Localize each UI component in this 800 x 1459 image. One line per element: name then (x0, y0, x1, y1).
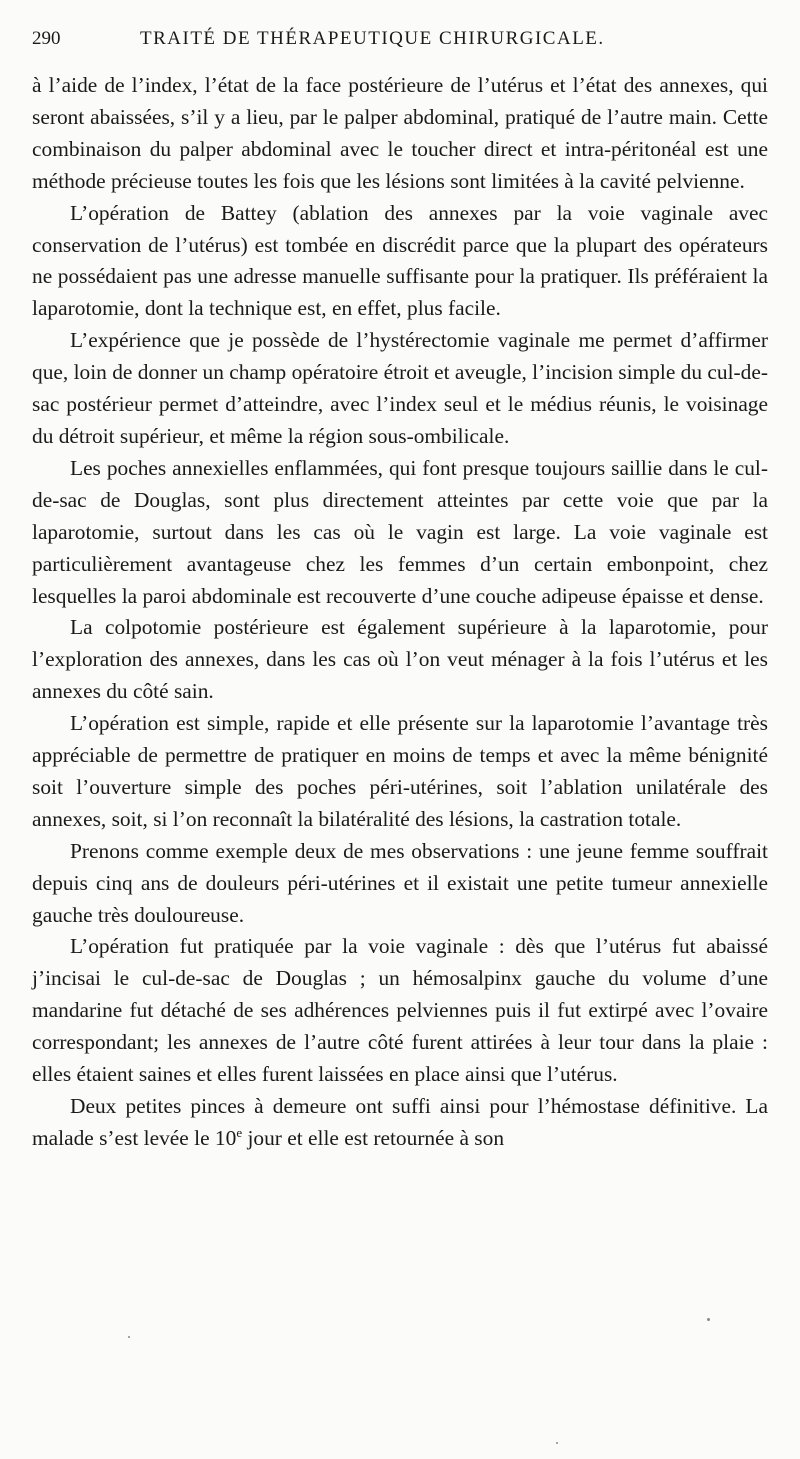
paragraph-7: Prenons comme exemple deux de mes observations : une jeune femme souffrait depuis cinq ans de douleurs péri-utérines et il existait une petite tumeur annexielle gauche très douloureuse. (32, 838, 768, 927)
body-text (32, 70, 768, 1155)
ordinal-superscript: e (236, 1124, 243, 1140)
print-speck (556, 1442, 558, 1444)
paragraph-9-text-before: Deux petites pinces à demeure ont suffi ainsi pour l’hémostase définitive. La malade s’est levée le 10 (32, 1094, 768, 1150)
running-head (32, 24, 756, 54)
print-speck (128, 1336, 130, 1338)
paragraph-8: L’opération fut pratiquée par la voie vaginale : dès que l’utérus fut abaissé j’incisai le cul-de-sac de Douglas ; un hémosalpinx gauche du volume d’une mandarine fut détaché de ses adhérences pelviennes puis il fut extirpé avec l’ovaire correspondant; les annexes de l’autre côté furent attirées à leur tour dans la plaie : elles étaient saines et elles furent laissées en place ainsi que l’utérus. (32, 934, 768, 1087)
paragraph-2: L’opération de Battey (ablation des annexes par la voie vaginale avec conservation de l’utérus) est tombée en discrédit parce que la plupart des opérateurs ne possédaient pas une adresse manuelle suffisante pour la pratiquer. Ils préféraient la laparotomie, dont la technique est, en effet, plus facile. (32, 200, 768, 321)
paragraph-3: L’expérience que je possède de l’hystérectomie vaginale me permet d’affirmer que, loin de donner un champ opératoire étroit et aveugle, l’incision simple du cul-de-sac postérieur permet d’atteindre, avec l’index seul et le médius réunis, le voisinage du détroit supérieur, et même la région sous-ombilicale. (32, 328, 768, 448)
paragraph-6: L’opération est simple, rapide et elle présente sur la laparotomie l’avantage très appréciable de permettre de pratiquer en moins de temps et avec la même bénignité soit l’ouverture simple des poches péri-utérines, soit l’ablation unilatérale des annexes, soit, si l’on reconnaît la bilatéralité des lésions, la castration totale. (32, 711, 768, 831)
running-title: TRAITÉ DE THÉRAPEUTIQUE CHIRURGICALE. (140, 28, 605, 49)
paragraph-1: à l’aide de l’index, l’état de la face postérieure de l’utérus et l’état des annexes, qui seront abaissées, s’il y a lieu, par le palper abdominal, pratiqué de l’autre main. Cette combinaison du palper abdominal avec le toucher direct et intra-péritonéal est une méthode précieuse toutes les fois que les lésions sont limitées à la cavité pelvienne. (32, 73, 768, 193)
paragraph-9 (32, 1091, 768, 1155)
page-number: 290 (32, 28, 61, 49)
print-speck (707, 1318, 710, 1321)
paragraph-9-text-after: jour et elle est retournée à son (242, 1125, 505, 1150)
paragraph-4: Les poches annexielles enflammées, qui font presque toujours saillie dans le cul-de-sac de Douglas, sont plus directement atteintes par cette voie que par la laparotomie, surtout dans les cas où le vagin est large. La voie vaginale est particulièrement avantageuse chez les femmes d’un certain embonpoint, chez lesquelles la paroi abdominale est recouverte d’une couche adipeuse épaisse et dense. (32, 455, 768, 608)
paragraph-5: La colpotomie postérieure est également supérieure à la laparotomie, pour l’exploration des annexes, dans les cas où l’on veut ménager à la fois l’utérus et les annexes du côté sain. (32, 615, 768, 704)
